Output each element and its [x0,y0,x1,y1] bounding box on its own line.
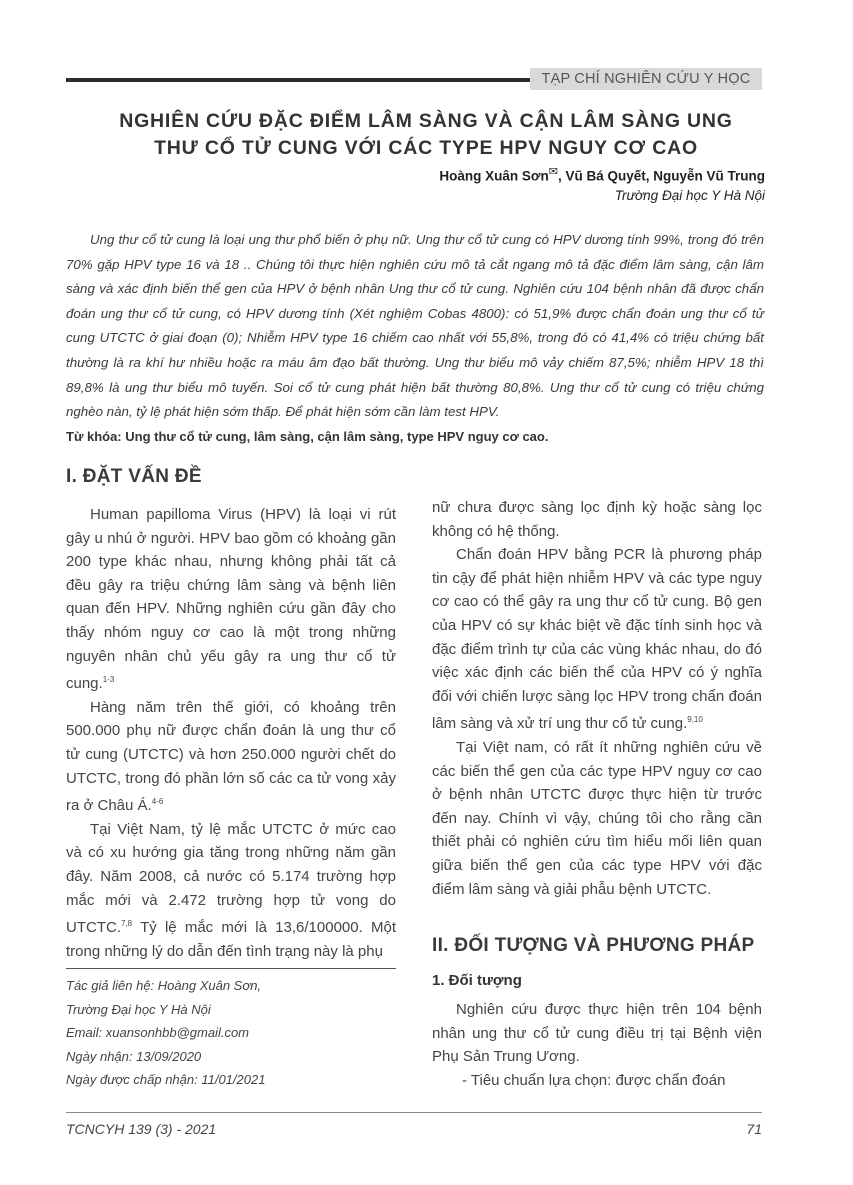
journal-name: TẠP CHÍ NGHIÊN CỨU Y HỌC [530,68,762,90]
paragraph: - Tiêu chuẩn lựa chọn: được chẩn đoán [462,1071,726,1089]
title-line-1: NGHIÊN CỨU ĐẶC ĐIỂM LÂM SÀNG VÀ CẬN LÂM SÀNG UNG [119,110,733,132]
paragraph: Tại Việt Nam, tỷ lệ mắc UTCTC ở mức cao và có xu hướng gia tăng trong những năm gần đây. Năm 2008, cả nước có 5.174 trường hợp mắc mới và 2.472 trường hợp tử vong do UTCTC.$^{7,8}$ Tỷ lệ mắc mới là 13,6/100000. Một trong những lý do dẫn đến tình trạng này là phụ [66,820,396,960]
citation: 1-3 [102,675,115,685]
affiliation: Trường Đại học Y Hà Nội [614,188,765,203]
paragraph: Human papilloma Virus (HPV) là loại vi rút gây u nhú ở người. HPV bao gồm có khoảng gần 200 type khác nhau, nhưng không phải tất cả đều gây ra triệu chứng lâm sàng và bệnh liên quan đến HPV. Những nghiên cứu gần đây cho thấy nhóm nguy cơ cao là một trong những nguyên nhân chủ yếu gây ra ung thư cổ tử cung.$^{1-3}$ [66,506,396,693]
footnote-received: Ngày nhận: 13/09/2020 [66,1048,202,1064]
article-title [60,108,792,162]
footnote-contact: Tác giả liên hệ: Hoàng Xuân Sơn, [66,978,262,993]
citation: 4-6 [151,797,164,807]
subsection-heading: 1. Đối tượng [432,972,522,989]
authors [439,165,765,184]
left-column [66,503,396,963]
section-heading-introduction: I. ĐẶT VẤN ĐỀ [66,466,202,487]
page-number: 71 [746,1121,762,1137]
paragraph: Hàng năm trên thế giới, có khoảng trên 500.000 phụ nữ được chẩn đoán là ung thư cổ tử cung (UTCTC) và hơn 250.000 người chết do UTCTC, trong đó phần lớn số các ca tử vong xảy ra ở Châu Á.$^{4-6}$ [66,698,396,815]
paragraph: Nghiên cứu được thực hiện trên 104 bệnh nhân ung thư cổ tử cung điều trị tại Bệnh viện Phụ Sản Trung Ương. [432,1001,762,1066]
keywords: Từ khóa: Ung thư cổ tử cung, lâm sàng, cận lâm sàng, type HPV nguy cơ cao. [66,429,549,444]
footnote-email: Email: xuansonhbb@gmail.com [66,1025,250,1040]
section-heading-methods: II. ĐỐI TƯỢNG VÀ PHƯƠNG PHÁP [432,935,755,956]
co-authors: , Vũ Bá Quyết, Nguyễn Vũ Trung [557,168,765,184]
footnote-accepted: Ngày được chấp nhận: 11/01/2021 [66,1072,266,1087]
abstract: Ung thư cổ tử cung là loại ung thư phổ biến ở phụ nữ. Ung thư cổ tử cung có HPV dương tính 99%, trong đó trên 70% gặp HPV type 16 và 18 .. Chúng tôi thực hiện nghiên cứu mô tả cắt ngang mô tả đặc điểm lâm sàng, cận lâm sàng và xác định biến thể gen của HPV ở bệnh nhân Ung thư cổ tử cung. Nghiên cứu 104 bệnh nhân đã được chẩn đoán ung thư cổ tử cung, có HPV dương tính (Xét nghiệm Cobas 4800): có 51,9% được chẩn đoán ung thư cổ tử cung UTCTC ở giai đoạn (0); Nhiễm HPV type 16 chiếm cao nhất với 55,8%, trong đó có 41,4% có triệu chứng bất thường là ra khí hư nhiều hoặc ra máu âm đạo bất thường. Ung thư biểu mô vảy chiếm 87,5%; nhiễm HPV 18 thì 89,8% là ung thư biểu mô tuyến. Soi cổ tử cung phát hiện bất thường 80,8%. Ung thư cổ tử cung có triệu chứng nghèo nàn, tỷ lệ phát hiện sớm thấp. Để phát hiện sớm cần làm test HPV. [66,232,764,420]
footnote [66,974,396,1092]
footnote-divider [66,968,396,969]
title-line-2: THƯ CỔ TỬ CUNG VỚI CÁC TYPE HPV NGUY CƠ CAO [154,137,698,159]
envelope-icon: ✉ [548,166,558,178]
paragraph: Tại Việt nam, có rất ít những nghiên cứu về các biến thể gen của các type HPV nguy cơ cao ở bệnh nhân UTCTC được thực hiện từ trước đến nay. Chính vì vậy, chúng tôi cho rằng cần thiết phải có nghiên cứu tìm hiểu mối liên quan giữa biến thể gen của các type HPV với đặc điểm lâm sàng và giải phẫu bệnh UTCTC. [432,738,762,898]
journal-issue: TCNCYH 139 (3) - 2021 [66,1121,217,1137]
right-column [432,496,762,901]
methods-text [432,998,762,1092]
footnote-org: Trường Đại học Y Hà Nội [66,1001,211,1017]
citation: 7,8 [121,919,133,929]
citation: 9,10 [687,715,703,725]
footer-rule [66,1112,762,1113]
paragraph: Chẩn đoán HPV bằng PCR là phương pháp tin cậy để phát hiện nhiễm HPV và các type nguy cơ cao có thể gây ra ung thư cổ tử cung. Bộ gen của HPV có sự khác biệt về đặc tính sinh học và đặc điểm trình tự của các vùng khác nhau, do đó việc xác định các biến thể của HPV có ý nghĩa đối với chiến lược sàng lọc HPV trong chẩn đoán lâm sàng và xử trí ung thư cổ tử cung.$^{9,10}$ [432,546,762,733]
corresponding-author: Hoàng Xuân Sơn [439,168,549,184]
paragraph: nữ chưa được sàng lọc định kỳ hoặc sàng lọc không có hệ thống. [432,499,762,540]
